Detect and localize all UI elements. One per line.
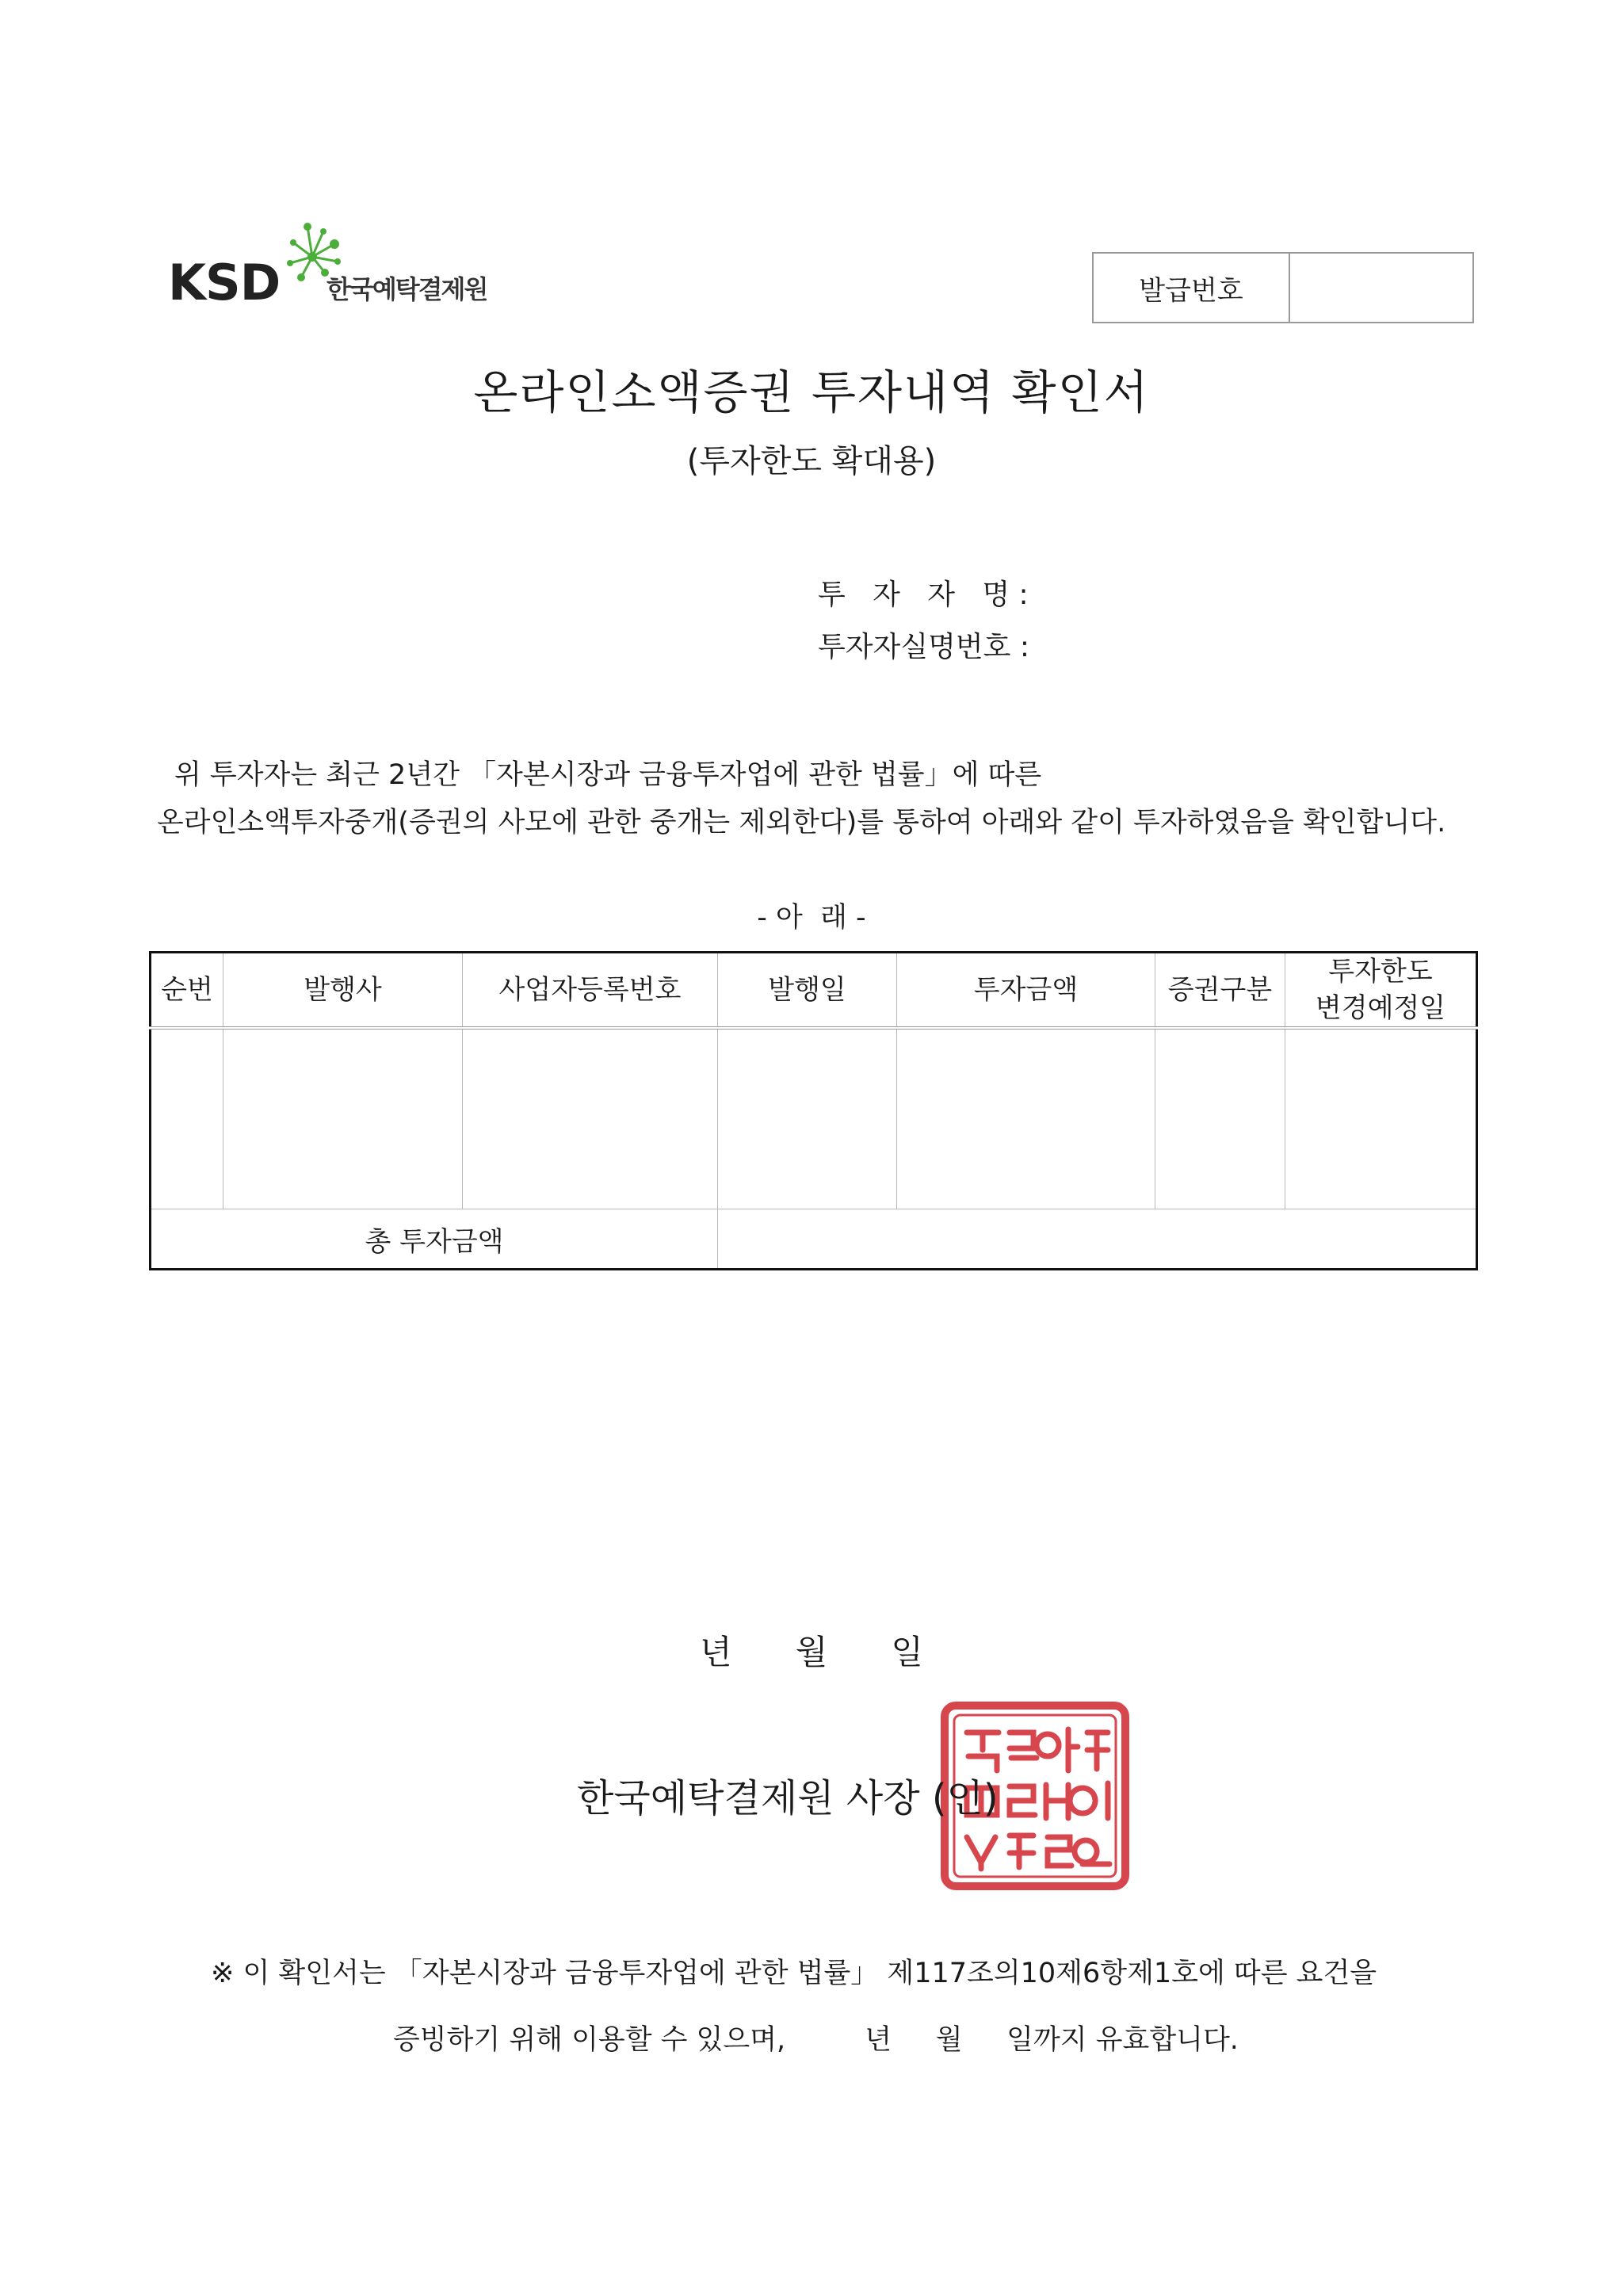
- issue-number-label: 발급번호: [1094, 254, 1290, 322]
- header-amount: 투자금액: [897, 953, 1155, 1029]
- issue-date-line: 년 월 일: [700, 1633, 923, 1671]
- investment-table: [149, 951, 1478, 1270]
- cell-limit-change-date: [1285, 1028, 1477, 1209]
- validity-note-line-1: ※ 이 확인서는 「자본시장과 금융투자업에 관한 법률」 제117조의10제6항제1호에 따른 요건을: [211, 1958, 1377, 1989]
- table-row: [151, 1028, 1477, 1209]
- below-heading: - 아 래 -: [757, 902, 866, 934]
- header-issue-date: 발행일: [718, 953, 897, 1029]
- header-limit-change-date: [1285, 953, 1477, 1029]
- ksd-logo: [168, 220, 540, 315]
- document-title: 온라인소액증권 투자내역 확인서: [473, 365, 1150, 419]
- header-limit-change-line-1: 투자한도: [1328, 956, 1433, 988]
- header-seq: 순번: [151, 953, 223, 1029]
- investor-id-label: 투자자실명번호 :: [818, 631, 1030, 663]
- cell-seq: [151, 1028, 223, 1209]
- cell-amount: [897, 1028, 1155, 1209]
- logo-ksd-text: KSD: [168, 254, 281, 311]
- table-header-row: [151, 953, 1477, 1029]
- document-subtitle: (투자한도 확대용): [686, 443, 937, 479]
- cell-issue-date: [718, 1028, 897, 1209]
- cell-issuer: [223, 1028, 463, 1209]
- logo-org-name: 한국예탁결제원: [327, 274, 487, 304]
- issue-number-box: [1092, 252, 1474, 323]
- header-issuer: 발행사: [223, 953, 463, 1029]
- total-value: [718, 1209, 1477, 1270]
- cell-biz-no: [463, 1028, 718, 1209]
- body-paragraph-line-1: 위 투자자는 최근 2년간 「자본시장과 금융투자업에 관한 법률」에 따른: [174, 759, 1042, 791]
- header-security-type: 증권구분: [1155, 953, 1285, 1029]
- validity-note-line-2: 증빙하기 위해 이용할 수 있으며, 년 월 일까지 유효합니다.: [393, 2024, 1239, 2056]
- total-label: 총 투자금액: [151, 1209, 718, 1270]
- investment-table-wrapper: [149, 951, 1476, 1266]
- header-biz-no: 사업자등록번호: [463, 953, 718, 1029]
- investor-name-label: 투 자 자 명 :: [818, 579, 1029, 611]
- signature-line: 한국예탁결제원 사장 (인): [577, 1776, 999, 1820]
- table-total-row: [151, 1209, 1477, 1270]
- header-limit-change-line-2: 변경예정일: [1315, 992, 1446, 1024]
- cell-security-type: [1155, 1028, 1285, 1209]
- body-paragraph-line-2: 온라인소액투자중개(증권의 사모에 관한 중개는 제외한다)를 통하여 아래와 같이 투자하였음을 확인합니다.: [157, 807, 1446, 839]
- issue-number-value: [1290, 254, 1472, 322]
